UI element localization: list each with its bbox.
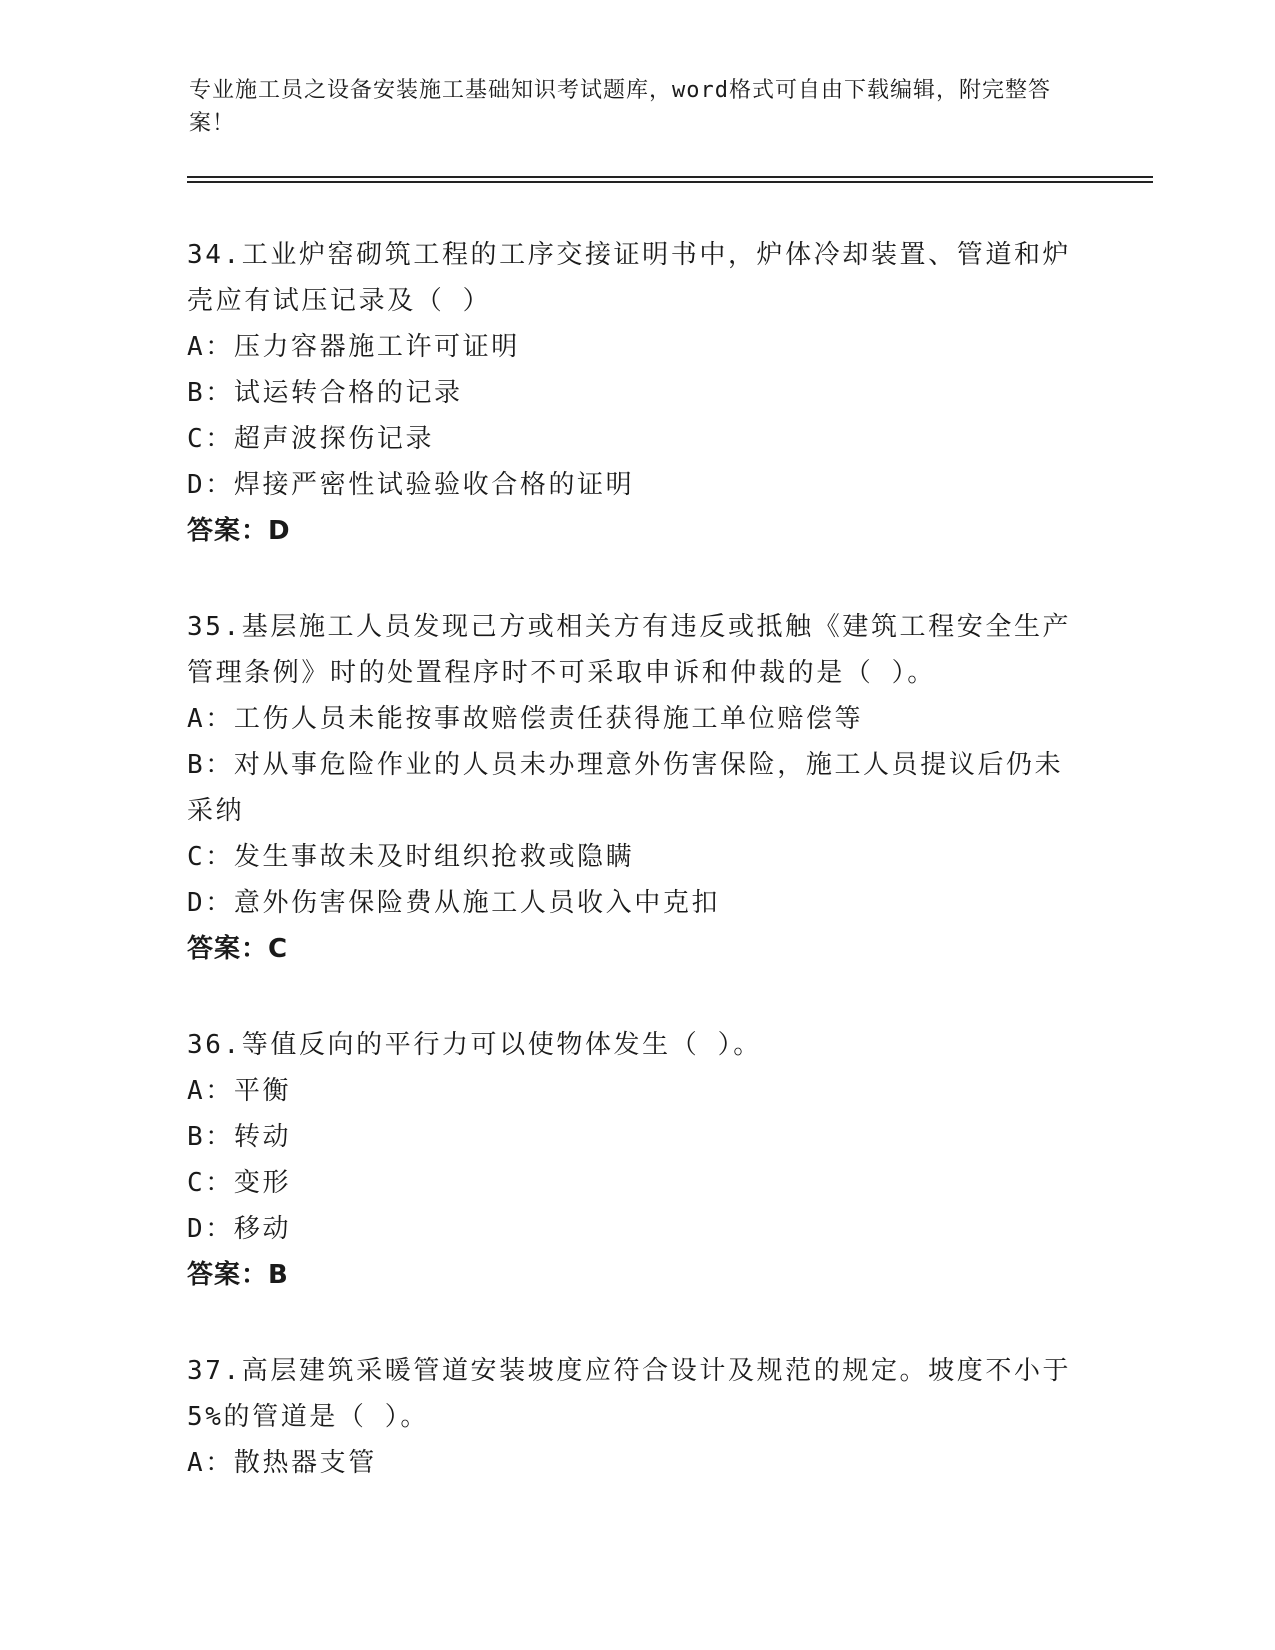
option-a: A：压力容器施工许可证明 <box>187 332 520 362</box>
header-divider-bottom <box>187 181 1153 183</box>
question-36 <box>187 1022 1087 1298</box>
option-a: A：工伤人员未能按事故赔偿责任获得施工单位赔偿等 <box>187 704 864 734</box>
question-stem-line: 37.高层建筑采暖管道安装坡度应符合设计及规范的规定。坡度不小于 <box>187 1356 1072 1386</box>
option-b: B：试运转合格的记录 <box>187 378 463 408</box>
question-35 <box>187 604 1087 972</box>
option-b: B：转动 <box>187 1122 292 1152</box>
question-stem-line: 35.基层施工人员发现己方或相关方有违反或抵触《建筑工程安全生产 <box>187 612 1072 642</box>
option-a: A：平衡 <box>187 1076 292 1106</box>
option-c: C：超声波探伤记录 <box>187 424 435 454</box>
option-d: D：移动 <box>187 1214 292 1244</box>
option-d: D：意外伤害保险费从施工人员收入中克扣 <box>187 888 721 918</box>
header-divider-top <box>187 176 1153 178</box>
answer-label: 答案：B <box>187 1260 289 1290</box>
option-d: D：焊接严密性试验验收合格的证明 <box>187 470 635 500</box>
question-stem-line: 34.工业炉窑砌筑工程的工序交接证明书中，炉体冷却装置、管道和炉 <box>187 240 1072 270</box>
option-b: B：对从事危险作业的人员未办理意外伤害保险，施工人员提议后仍未 <box>187 750 1064 780</box>
question-stem-line: 壳应有试压记录及（ ） <box>187 286 492 316</box>
question-list <box>187 232 1087 1536</box>
question-34 <box>187 232 1087 554</box>
answer-label: 答案：C <box>187 934 289 964</box>
question-37 <box>187 1348 1087 1486</box>
option-c: C：变形 <box>187 1168 292 1198</box>
question-stem-line: 管理条例》时的处置程序时不可采取申诉和仲裁的是（ ）。 <box>187 658 936 688</box>
option-a: A：散热器支管 <box>187 1448 377 1478</box>
option-c: C：发生事故未及时组织抢救或隐瞒 <box>187 842 635 872</box>
question-stem-line: 5%的管道是（ ）。 <box>187 1402 429 1432</box>
option-b-continued: 采纳 <box>187 796 245 826</box>
question-stem-line: 36.等值反向的平行力可以使物体发生（ ）。 <box>187 1030 762 1060</box>
document-header-text: 专业施工员之设备安装施工基础知识考试题库，word格式可自由下载编辑，附完整答案！ <box>189 78 1051 136</box>
answer-label: 答案：D <box>187 516 291 546</box>
